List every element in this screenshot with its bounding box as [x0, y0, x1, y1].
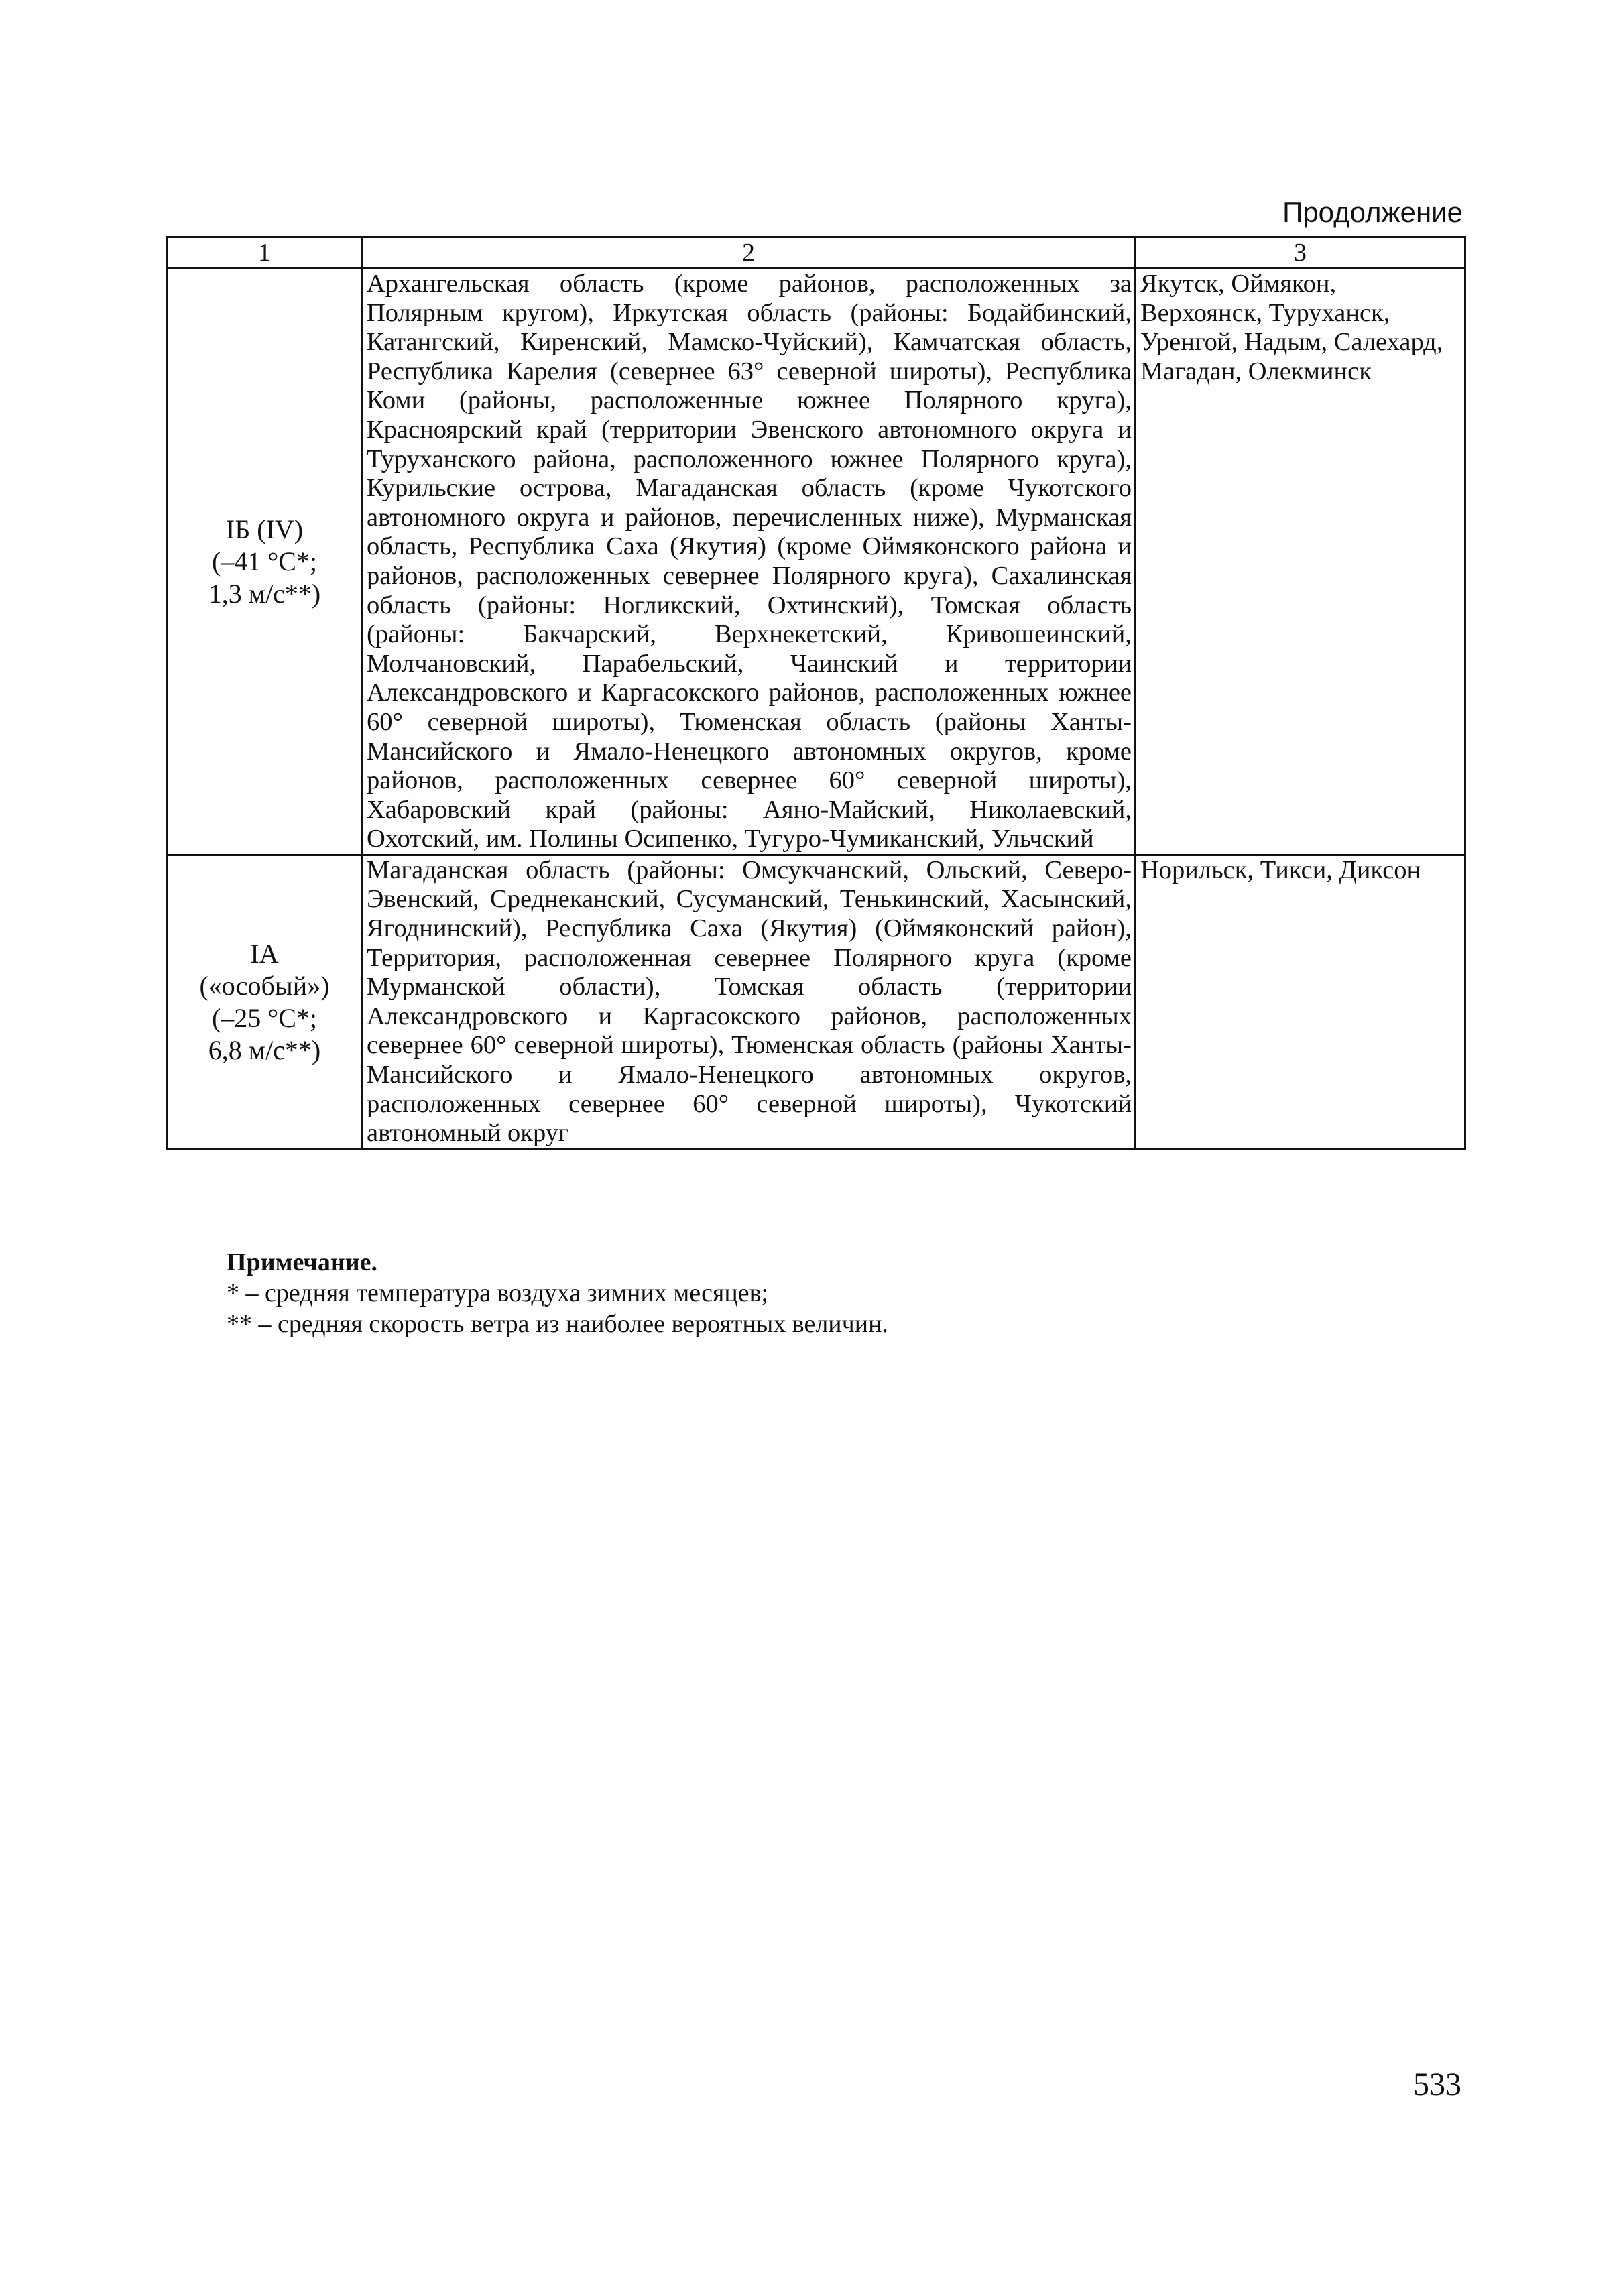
regions-cell: Архангельская область (кроме районов, расположенных за Полярным кругом), Иркутская область (районы: Бодайбинский, Катангский, Киренский, Мамско-Чуйский), Камчатская область, Республика Карелия (севернее 63° северной широты), Республика Коми (районы, расположенные южнее Полярного круга), Красноярский край (территории Эвенского автономного округа и Туруханского района, расположенного южнее Полярного круга), Курильские острова, Магаданская область (кроме Чукотского автономного округа и районов, перечисленных ниже), Мурманская область, Республика Саха (Якутия) (кроме Оймяконского района и районов, расположенных севернее Полярного круга), Сахалинская область (районы: Ногликский, Охтинский), Томская область (районы: Бакчарский, Верхнекетский, Кривошеинский, Молчановский, Парабельский, Чаинский и территории Александровского и Каргасокского районов, расположенных южнее 60° северной широты), Тюменская область (районы Ханты-Мансийского и Ямало-Ненецкого автономных округов, кроме районов, расположенных севернее 60° северной широты), Хабаровский край (районы: Аяно-Майский, Николаевский, Охотский, им. Полины Осипенко, Тугуро-Чумиканский, Ульчский	[362, 269, 1136, 855]
regions-cell: Магаданская область (районы: Омсукчанский, Ольский, Северо-Эвенский, Среднеканский, Сусуманский, Тенькинский, Хасынский, Ягоднинский), Республика Саха (Якутия) (Оймяконский район), Территория, расположенная севернее Полярного круга (кроме Мурманской области), Томская область (территории Александровского и Каргасокского районов, расположенных севернее 60° северной широты), Тюменская область (районы Ханты-Мансийского и Ямало-Ненецкого автономных округов, расположенных севернее 60° северной широты), Чукотский автономный округ	[362, 855, 1136, 1149]
climate-zones-table	[166, 236, 1466, 1150]
column-header-2: 2	[362, 237, 1136, 269]
footnote-line: ** – средняя скорость ветра из наиболее вероятных величин.	[227, 1310, 888, 1338]
table-row	[168, 269, 1465, 855]
footnote-line: * – средняя температура воздуха зимних месяцев;	[227, 1279, 769, 1307]
table-row	[168, 855, 1465, 1149]
page-number: 533	[1413, 2067, 1461, 2102]
footnote-title: Примечание.	[227, 1248, 377, 1276]
continuation-label: Продолжение	[1282, 196, 1463, 228]
column-header-1: 1	[168, 237, 362, 269]
column-header-3: 3	[1136, 237, 1465, 269]
cities-cell: Норильск, Тикси, Диксон	[1136, 855, 1465, 1149]
zone-cell: IА («особый») (–25 °С*; 6,8 м/с**)	[168, 855, 362, 1149]
footnote-block	[227, 1247, 888, 1339]
table-header-row	[168, 237, 1465, 269]
zone-cell: IБ (IV) (–41 °С*; 1,3 м/с**)	[168, 269, 362, 855]
cities-cell: Якутск, Оймякон, Верхоянск, Туруханск, Уренгой, Надым, Салехард, Магадан, Олекминск	[1136, 269, 1465, 855]
